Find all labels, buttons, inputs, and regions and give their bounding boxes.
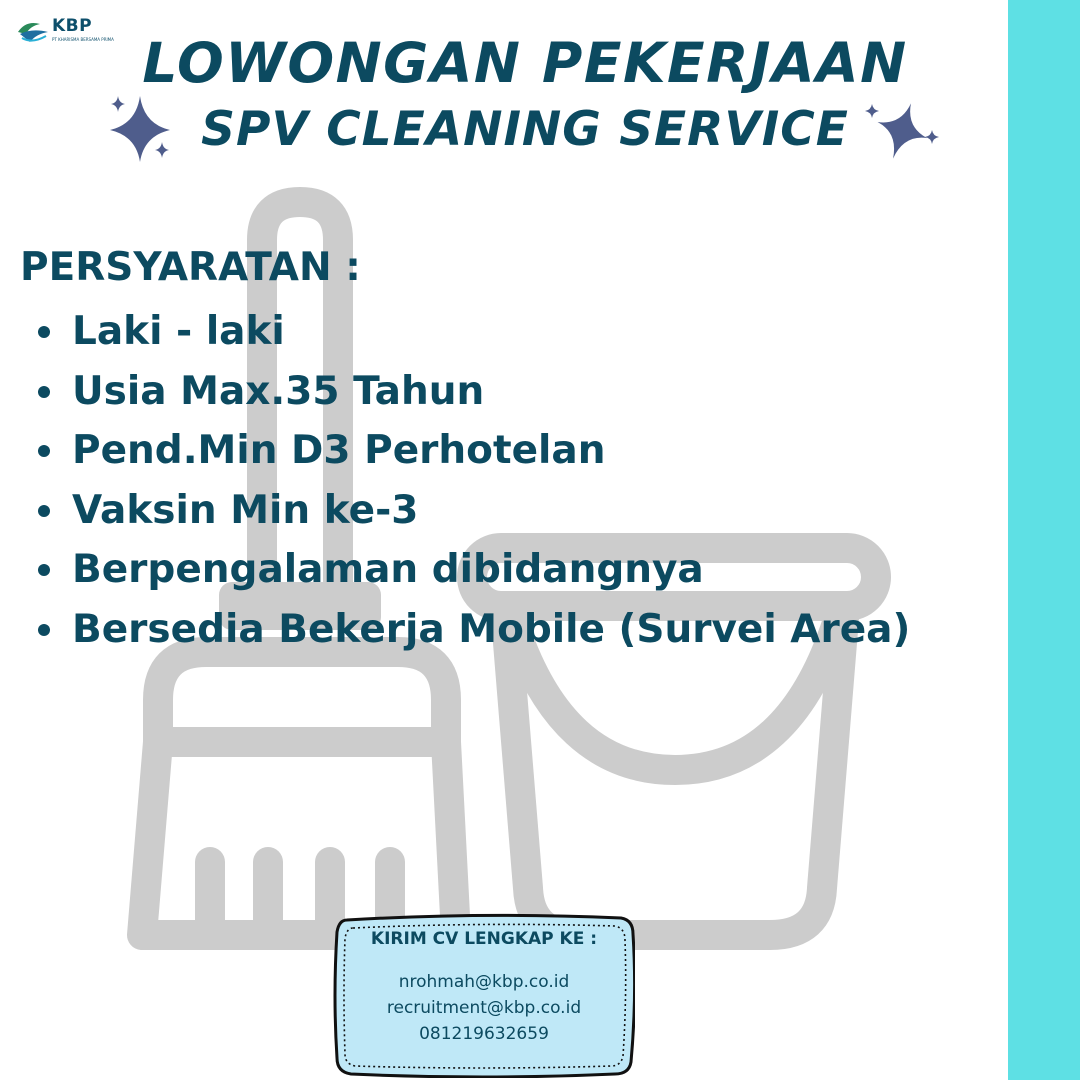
list-item: [34, 600, 910, 660]
requirement-text: Vaksin Min ke-3: [72, 487, 419, 533]
job-title: SPV CLEANING SERVICE: [201, 102, 849, 157]
contact-heading: KIRIM CV LENGKAP KE :: [370, 929, 598, 949]
contact-phone[interactable]: 081219632659: [419, 1024, 549, 1044]
page-title: LOWONGAN PEKERJAAN: [142, 31, 908, 95]
bullet-icon: [38, 624, 50, 636]
logo-text: KBP: [52, 16, 93, 36]
list-item: [34, 540, 910, 600]
list-item: [34, 302, 910, 362]
requirement-text: Usia Max.35 Tahun: [72, 368, 485, 414]
list-item: [34, 481, 910, 541]
requirement-text: Laki - laki: [72, 309, 285, 354]
contact-email-2[interactable]: recruitment@kbp.co.id: [386, 998, 582, 1018]
list-item: [34, 421, 910, 481]
list-item: [34, 362, 910, 422]
bullet-icon: [38, 505, 50, 517]
bullet-icon: [38, 445, 50, 457]
sparkle-icon: [104, 94, 176, 166]
logo-subtext: PT KHARISMA BERSAMA PRIMA: [52, 37, 114, 42]
requirement-text: Pend.Min D3 Perhotelan: [72, 428, 606, 474]
contact-box: [333, 912, 635, 1078]
bullet-icon: [38, 326, 50, 338]
requirement-text: Berpengalaman dibidangnya: [72, 547, 704, 593]
bullet-icon: [38, 386, 50, 398]
bullet-icon: [38, 564, 50, 576]
requirement-text: Bersedia Bekerja Mobile (Survei Area): [72, 606, 911, 652]
requirements-heading: PERSYARATAN :: [20, 245, 361, 290]
contact-email-1[interactable]: nrohmah@kbp.co.id: [398, 972, 570, 992]
requirements-list: [34, 302, 910, 660]
sparkle-icon: [862, 98, 942, 164]
